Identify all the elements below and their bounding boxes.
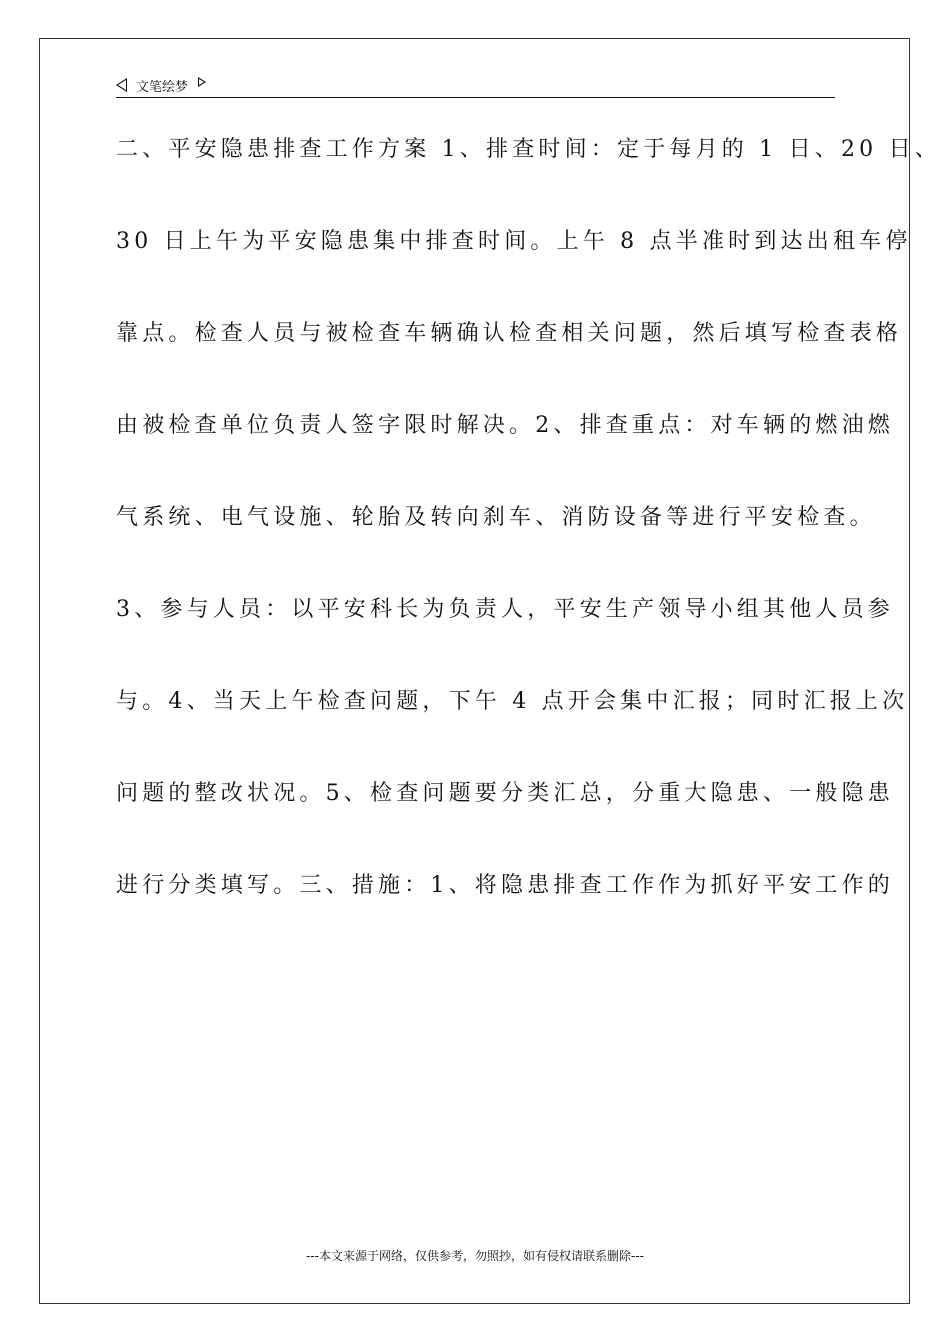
body-line: 问题的整改状况。5、检查问题要分类汇总，分重大隐患、一般隐患	[116, 781, 894, 806]
body-line: 3、参与人员：以平安科长为负责人，平安生产领导小组其他人员参	[116, 597, 894, 622]
body-line: 进行分类填写。三、措施：1、将隐患排查工作作为抓好平安工作的	[116, 873, 894, 898]
page-footer: ---本文来源于网络，仅供参考，勿照抄，如有侵权请联系删除---	[306, 1249, 644, 1263]
header-title: 文笔绘梦	[136, 79, 189, 95]
body-line: 气系统、电气设施、轮胎及转向刹车、消防设备等进行平安检查。	[116, 505, 876, 530]
page-header	[116, 74, 206, 96]
body-line: 与。4、当天上午检查问题，下午 4 点开会集中汇报；同时汇报上次	[116, 689, 909, 714]
header-divider	[116, 97, 835, 98]
body-line: 由被检查单位负责人签字限时解决。2、排查重点：对车辆的燃油燃	[116, 413, 894, 438]
triangle-right-icon	[198, 77, 206, 87]
triangle-left-icon	[116, 78, 127, 92]
body-line: 二、平安隐患排查工作方案 1、排查时间：定于每月的 1 日、20 日、	[116, 137, 941, 162]
body-line: 靠点。检查人员与被检查车辆确认检查相关问题，然后填写检查表格	[116, 321, 903, 346]
body-line: 30 日上午为平安隐患集中排查时间。上午 8 点半准时到达出租车停	[116, 229, 912, 254]
document-body	[116, 130, 941, 958]
